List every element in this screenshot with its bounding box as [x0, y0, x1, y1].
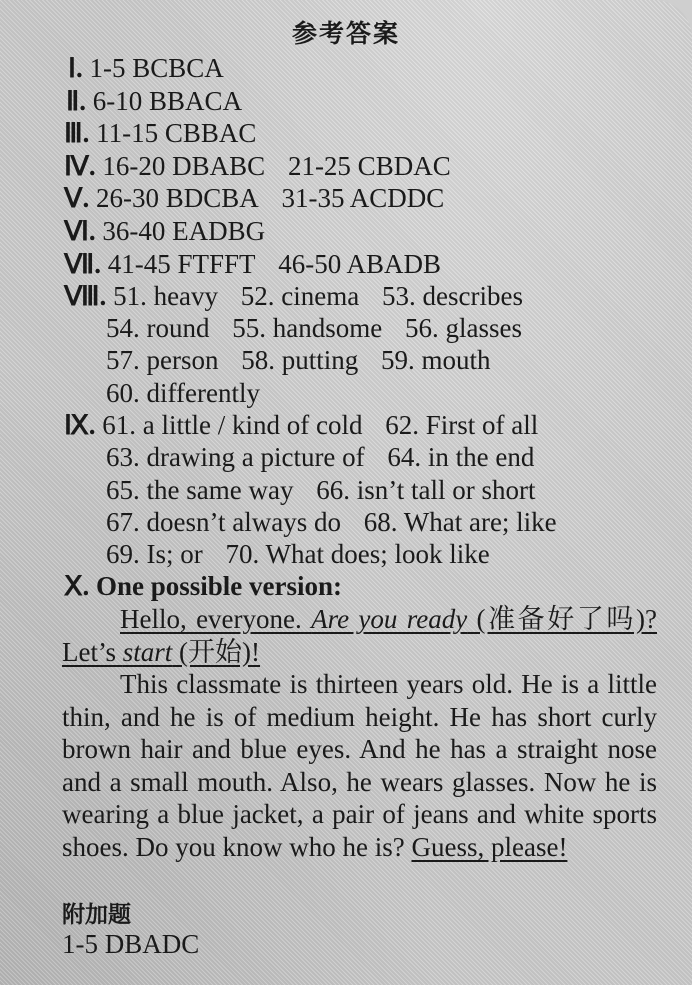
section-10-number: Ⅹ. [64, 571, 90, 601]
section-9-number: Ⅸ. [64, 410, 96, 440]
answer-item: 54. round [106, 313, 210, 343]
section-9-row-3 [106, 474, 535, 506]
section-2-row [66, 85, 242, 117]
answer-item: 58. putting [241, 345, 359, 375]
intro-text-4: start [122, 636, 173, 667]
answer-item: 60. differently [106, 378, 260, 408]
section-4-answers-a: 16-20 DBABC [102, 151, 266, 181]
section-1-answers: 1-5 BCBCA [89, 53, 224, 83]
section-8-row-2 [106, 312, 522, 344]
essay-body-text: This classmate is thirteen years old. He is a little thin, and he is of medium height. He has short curly brown hair and blue eyes. And he has a straight nose and a small mouth. Also, he wears glasses. Now he is wearing a blue jacket, a pair of jeans and white sports shoes. Do you know who he is? [62, 669, 657, 862]
section-5-answers-b: 31-35 ACDDC [281, 183, 445, 213]
section-4-answers-b: 21-25 CBDAC [287, 151, 451, 181]
section-10-heading-row [64, 570, 342, 602]
section-2-answers: 6-10 BBACA [92, 86, 243, 116]
section-5-answers-a: 26-30 BDCBA [95, 183, 259, 213]
section-7-row [64, 248, 441, 280]
answer-item: 57. person [106, 345, 219, 375]
essay-body [62, 668, 657, 864]
answer-item: 59. mouth [381, 345, 491, 375]
section-2-number: Ⅱ. [66, 86, 87, 116]
section-1-row [68, 52, 224, 84]
section-6-answers: 36-40 EADBG [102, 216, 266, 246]
section-3-row [64, 117, 256, 149]
answer-item: 53. describes [382, 281, 523, 311]
answer-item: 65. the same way [106, 475, 294, 505]
section-9-row-1 [64, 409, 538, 441]
section-3-number: Ⅲ. [64, 118, 90, 148]
section-5-number: Ⅴ. [64, 183, 90, 213]
section-5-row [64, 182, 444, 214]
section-3-answers: 11-15 CBBAC [96, 118, 257, 148]
section-9-row-4 [106, 506, 557, 538]
answer-item: 52. cinema [240, 281, 360, 311]
answer-item: 61. a little / kind of cold [102, 410, 363, 440]
answer-item: 68. What are; like [363, 507, 557, 537]
intro-text-2: Are you ready [311, 604, 468, 634]
answer-item: 70. What does; look like [225, 539, 490, 569]
answer-item: 66. isn’t tall or short [316, 475, 536, 505]
extra-section-answers: 1-5 DBADC [62, 929, 200, 959]
intro-text-3: (准备好了吗)? Let’s [62, 604, 657, 667]
section-9-row-2 [106, 441, 534, 473]
section-7-number: Ⅶ. [64, 249, 101, 279]
answer-item: 63. drawing a picture of [106, 442, 365, 472]
section-7-answers-a: 41-45 FTFFT [107, 249, 256, 279]
essay-closing: Guess, please! [411, 831, 568, 862]
section-6-number: Ⅵ. [64, 216, 96, 246]
intro-text-5: (开始)! [172, 636, 261, 667]
section-7-answers-b: 46-50 ABADB [278, 249, 442, 279]
section-8-row-1 [64, 280, 523, 312]
answer-item: 51. heavy [113, 281, 219, 311]
section-1-number: Ⅰ. [68, 53, 83, 83]
answer-item: 64. in the end [387, 442, 535, 472]
extra-section-title: 附加题 [62, 902, 131, 928]
section-8-row-3 [106, 344, 491, 376]
section-10-heading: One possible version: [96, 571, 343, 601]
section-4-row [64, 150, 451, 182]
essay-intro [62, 603, 657, 668]
section-8-row-4 [106, 377, 260, 409]
answer-item: 55. handsome [232, 313, 383, 343]
section-6-row [64, 215, 265, 247]
section-9-row-5 [106, 538, 490, 570]
page-title: 参考答案 [291, 19, 400, 48]
answer-item: 69. Is; or [106, 539, 203, 569]
intro-text-1: Hello, everyone. [120, 604, 312, 634]
section-4-number: Ⅳ. [64, 151, 96, 181]
answer-item: 62. First of all [385, 410, 539, 440]
section-8-number: Ⅷ. [64, 281, 107, 311]
answer-item: 56. glasses [404, 313, 522, 343]
answer-item: 67. doesn’t always do [106, 507, 341, 537]
